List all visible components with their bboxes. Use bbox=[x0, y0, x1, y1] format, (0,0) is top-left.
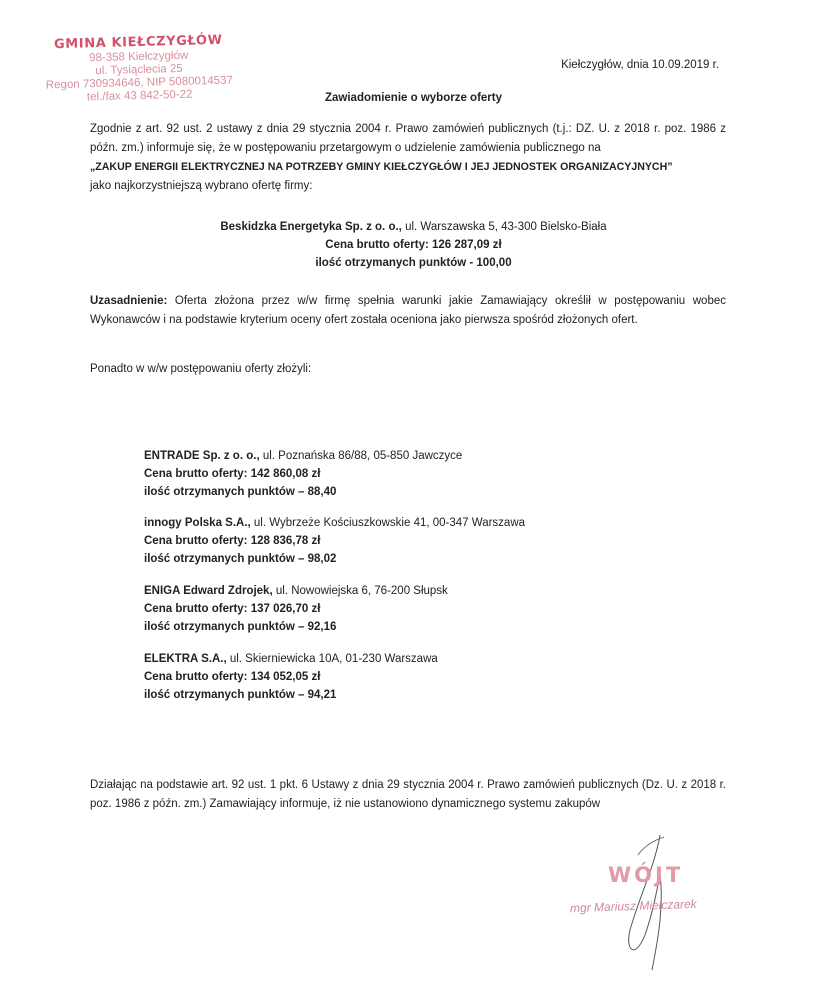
offer-points: ilość otrzymanych punktów – 98,02 bbox=[144, 553, 337, 565]
offer-block bbox=[144, 582, 704, 636]
offer-price: Cena brutto oferty: 142 860,08 zł bbox=[144, 468, 321, 480]
offer-points: ilość otrzymanych punktów – 88,40 bbox=[144, 486, 337, 498]
stamp-line-phone: tel./fax 43 842-50-22 bbox=[86, 88, 193, 104]
offer-address: ul. Skierniewicka 10A, 01-230 Warszawa bbox=[226, 653, 438, 665]
justification-text: Oferta złożona przez w/w firmę spełnia warunki jakie Zamawiający określił w postępowaniu wobec Wykonawców i na podstawie kryterium oceny ofert została oceniona jako pierwsza spośród złożonych ofert. bbox=[90, 295, 726, 326]
offer-block bbox=[144, 447, 704, 501]
offer-block bbox=[144, 514, 704, 568]
signature-title: WÓJT bbox=[608, 863, 684, 887]
intro-tail: jako najkorzystniejszą wybrano ofertę firmy: bbox=[90, 180, 313, 192]
closing-paragraph: Działając na podstawie art. 92 ust. 1 pkt. 6 Ustawy z dnia 29 stycznia 2004 r. Prawo zamówień publicznych (Dz. U. z 2018 r. poz. 1986 z późn. zm.) Zamawiający informuje, iż nie ustanowiono dynamicznego systemu zakupów bbox=[90, 779, 726, 810]
offer-company: ELEKTRA S.A., bbox=[144, 653, 227, 665]
offer-company: ENIGA Edward Zdrojek, bbox=[144, 585, 273, 597]
other-offers-intro: Ponadto w w/w postępowaniu oferty złożyli: bbox=[90, 363, 312, 375]
stamp-line-postal: 98-358 Kiełczygłów bbox=[88, 49, 189, 65]
offer-price: Cena brutto oferty: 128 836,78 zł bbox=[144, 535, 321, 547]
offer-company: innogy Polska S.A., bbox=[144, 517, 251, 529]
offer-price: Cena brutto oferty: 137 026,70 zł bbox=[144, 603, 321, 615]
offer-points: ilość otrzymanych punktów – 92,16 bbox=[144, 621, 337, 633]
offer-address: ul. Wybrzeże Kościuszkowskie 41, 00-347 Warszawa bbox=[250, 517, 526, 529]
intro-text: Zgodnie z art. 92 ust. 2 ustawy z dnia 29 stycznia 2004 r. Prawo zamówień publicznych (t.j.: DZ. U. z 2018 r. poz. 1986 z późn. zm.) informuje się, że w postępowaniu przetargowym o udzielenie zamówienia publicznego na bbox=[90, 123, 726, 154]
stamp-line-ids: Regon 730934646, NIP 5080014537 bbox=[45, 74, 234, 92]
offer-block bbox=[144, 650, 704, 704]
offer-company: ENTRADE Sp. z o. o., bbox=[144, 450, 260, 462]
document-date: Kiełczygłów, dnia 10.09.2019 r. bbox=[561, 59, 719, 71]
stamp-line-street: ul. Tysiąclecia 25 bbox=[95, 62, 183, 78]
winner-address: ul. Warszawska 5, 43-300 Bielsko-Biała bbox=[401, 221, 607, 233]
signature-block bbox=[560, 835, 740, 975]
justification-paragraph bbox=[90, 292, 726, 330]
signature-name: mgr Mariusz Mielczarek bbox=[569, 896, 697, 916]
stamp-name: GMINA KIEŁCZYGŁÓW bbox=[53, 32, 223, 53]
winning-offer bbox=[0, 218, 827, 272]
offer-price: Cena brutto oferty: 134 052,05 zł bbox=[144, 671, 321, 683]
winner-price: Cena brutto oferty: 126 287,09 zł bbox=[325, 239, 502, 251]
offer-address: ul. Nowowiejska 6, 76-200 Słupsk bbox=[272, 585, 448, 597]
intro-paragraph bbox=[90, 120, 726, 196]
document-title: Zawiadomienie o wyborze oferty bbox=[324, 92, 502, 104]
tender-subject: „ZAKUP ENERGII ELEKTRYCZNEJ NA POTRZEBY GMINY KIEŁCZYGŁÓW I JEJ JEDNOSTEK ORGANIZACYJNYCH” bbox=[90, 161, 673, 173]
justification-label: Uzasadnienie: bbox=[90, 295, 168, 307]
winner-points: ilość otrzymanych punktów - 100,00 bbox=[315, 257, 512, 269]
offer-address: ul. Poznańska 86/88, 05-850 Jawczyce bbox=[259, 450, 463, 462]
offer-points: ilość otrzymanych punktów – 94,21 bbox=[144, 689, 337, 701]
winner-company: Beskidzka Energetyka Sp. z o. o., bbox=[220, 221, 402, 233]
